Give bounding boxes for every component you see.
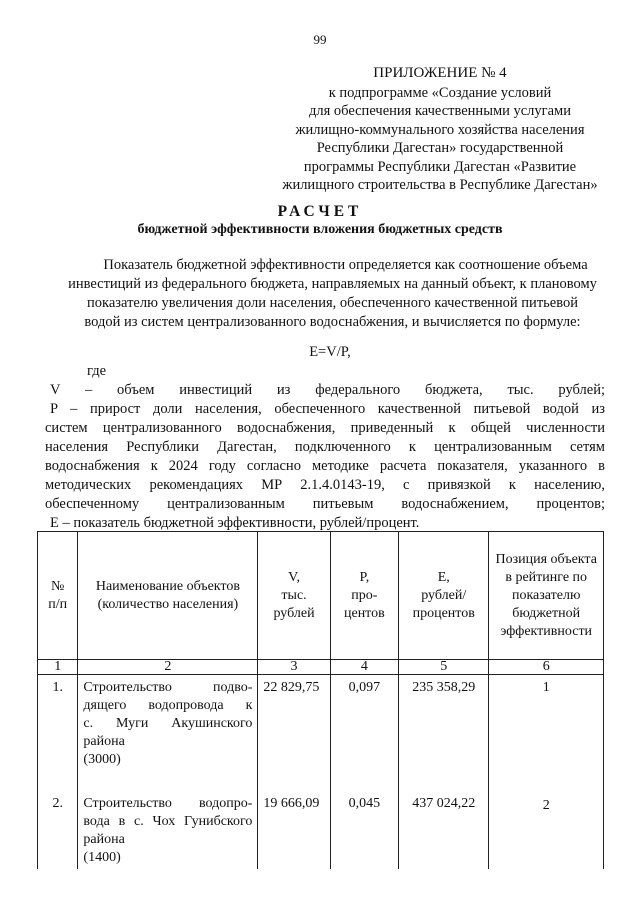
- paragraph-line: показателю увеличения доли населения, обеспеченного качественной питьевой: [87, 295, 578, 311]
- header-text: про-: [351, 587, 378, 603]
- header-p: [330, 532, 398, 660]
- object-name-line: вода в с. Чох Гунибского: [83, 814, 253, 829]
- value-p: 0,097: [330, 675, 398, 776]
- definition-line: обеспеченному централизованным питьевым водоснабжением, процентов;: [45, 496, 605, 512]
- row-number: 1.: [38, 675, 78, 776]
- column-number: 1: [38, 660, 78, 675]
- paragraph-line: инвестиций из федерального бюджета, направляемых на данный объект, к плановому: [68, 276, 597, 292]
- object-name-line: района: [83, 832, 125, 847]
- header-text: показателю: [511, 587, 581, 603]
- header-text: рублей: [273, 605, 315, 621]
- definition-line: методических рекомендациях МР 2.1.4.0143-19, с привязкой к населению,: [45, 477, 605, 493]
- header-text: №: [51, 578, 65, 594]
- appendix-line: программы Республики Дагестан «Развитие: [303, 158, 577, 175]
- document-subheading: бюджетной эффективности вложения бюджетных средств: [137, 222, 503, 237]
- document-heading: РАСЧЕТ: [277, 203, 363, 220]
- value-position: 2: [489, 775, 604, 869]
- header-text: тыс.: [281, 587, 307, 603]
- appendix-line: для обеспечения качественными услугами: [308, 103, 571, 119]
- object-name-line: с. Муги Акушинского: [83, 716, 253, 731]
- column-number: 4: [330, 660, 398, 675]
- value-v: 19 666,09: [258, 775, 330, 869]
- column-number: 2: [78, 660, 258, 675]
- appendix-block: [270, 64, 610, 195]
- header-text: Позиция объекта: [495, 551, 597, 567]
- header-text: рублей/: [421, 587, 467, 603]
- header-e: [399, 532, 489, 660]
- object-name-line: (3000): [83, 752, 121, 767]
- column-number: 3: [258, 660, 330, 675]
- definition-line: систем централизованного водоснабжения, приведенный к общей численности: [45, 420, 605, 436]
- table-row: [38, 675, 604, 776]
- object-name: [78, 675, 258, 776]
- value-e: 437 024,22: [399, 775, 489, 869]
- definition-line: водоснабжения к 2024 году согласно методике расчета показателя, указанного в: [45, 458, 605, 474]
- object-name-line: Строительство водопро-: [83, 796, 253, 811]
- appendix-line: жилищного строительства в Республике Дагестан»: [282, 177, 598, 193]
- definition-line: населения Республики Дагестан, подключенного к централизованным сетям: [45, 439, 605, 455]
- object-name-line: (1400): [83, 850, 121, 865]
- column-number: 5: [399, 660, 489, 675]
- header-text: (количество населения): [97, 596, 239, 612]
- header-position: [489, 532, 604, 660]
- header-text: процентов: [412, 605, 475, 621]
- header-text: Наименование объектов: [95, 578, 240, 594]
- appendix-line: Республики Дагестан» государственной: [316, 140, 564, 156]
- formula: E=V/P,: [309, 344, 351, 360]
- header-name: [78, 532, 258, 660]
- object-name: [78, 775, 258, 869]
- header-text: бюджетной: [512, 605, 581, 621]
- header-text: V,: [288, 569, 300, 585]
- efficiency-table: [37, 531, 604, 869]
- header-num: [38, 532, 78, 660]
- header-text: P,: [359, 569, 370, 585]
- intro-paragraph: [60, 256, 605, 332]
- appendix-line: к подпрограмме «Создание условий: [328, 84, 552, 101]
- value-e: 235 358,29: [399, 675, 489, 776]
- header-text: п/п: [48, 596, 68, 612]
- object-name-line: района: [83, 734, 125, 749]
- definitions-block: [45, 362, 605, 533]
- header-text: эффективности: [500, 623, 593, 639]
- row-number: 2.: [38, 775, 78, 869]
- definition-line: P – прирост доли населения, обеспеченного качественной питьевой водой из: [50, 401, 605, 417]
- object-name-line: дящего водопровода к: [83, 698, 253, 713]
- header-v: [258, 532, 330, 660]
- appendix-line: жилищно-коммунального хозяйства населения: [295, 121, 585, 138]
- paragraph-line: Показатель бюджетной эффективности определяется как соотношение объема: [103, 257, 588, 273]
- paragraph-line: водой из систем централизованного водоснабжения, и вычисляется по формуле:: [84, 314, 581, 330]
- definitions-where: где: [87, 363, 107, 379]
- header-text: центов: [343, 605, 385, 621]
- column-number-row: [38, 660, 604, 675]
- value-p: 0,045: [330, 775, 398, 869]
- definition-line: E – показатель бюджетной эффективности, рублей/процент.: [50, 515, 420, 531]
- header-text: в рейтинге по: [505, 569, 588, 585]
- object-name-line: Строительство подво-: [83, 680, 253, 695]
- value-position: 1: [489, 675, 604, 776]
- page-number: 99: [313, 32, 327, 47]
- column-number: 6: [489, 660, 604, 675]
- table-row: [38, 775, 604, 869]
- definition-line: V – объем инвестиций из федерального бюджета, тыс. рублей;: [50, 382, 605, 398]
- table-header-row: [38, 532, 604, 660]
- appendix-title: ПРИЛОЖЕНИЕ № 4: [373, 65, 507, 81]
- value-v: 22 829,75: [258, 675, 330, 776]
- header-text: E,: [437, 569, 450, 585]
